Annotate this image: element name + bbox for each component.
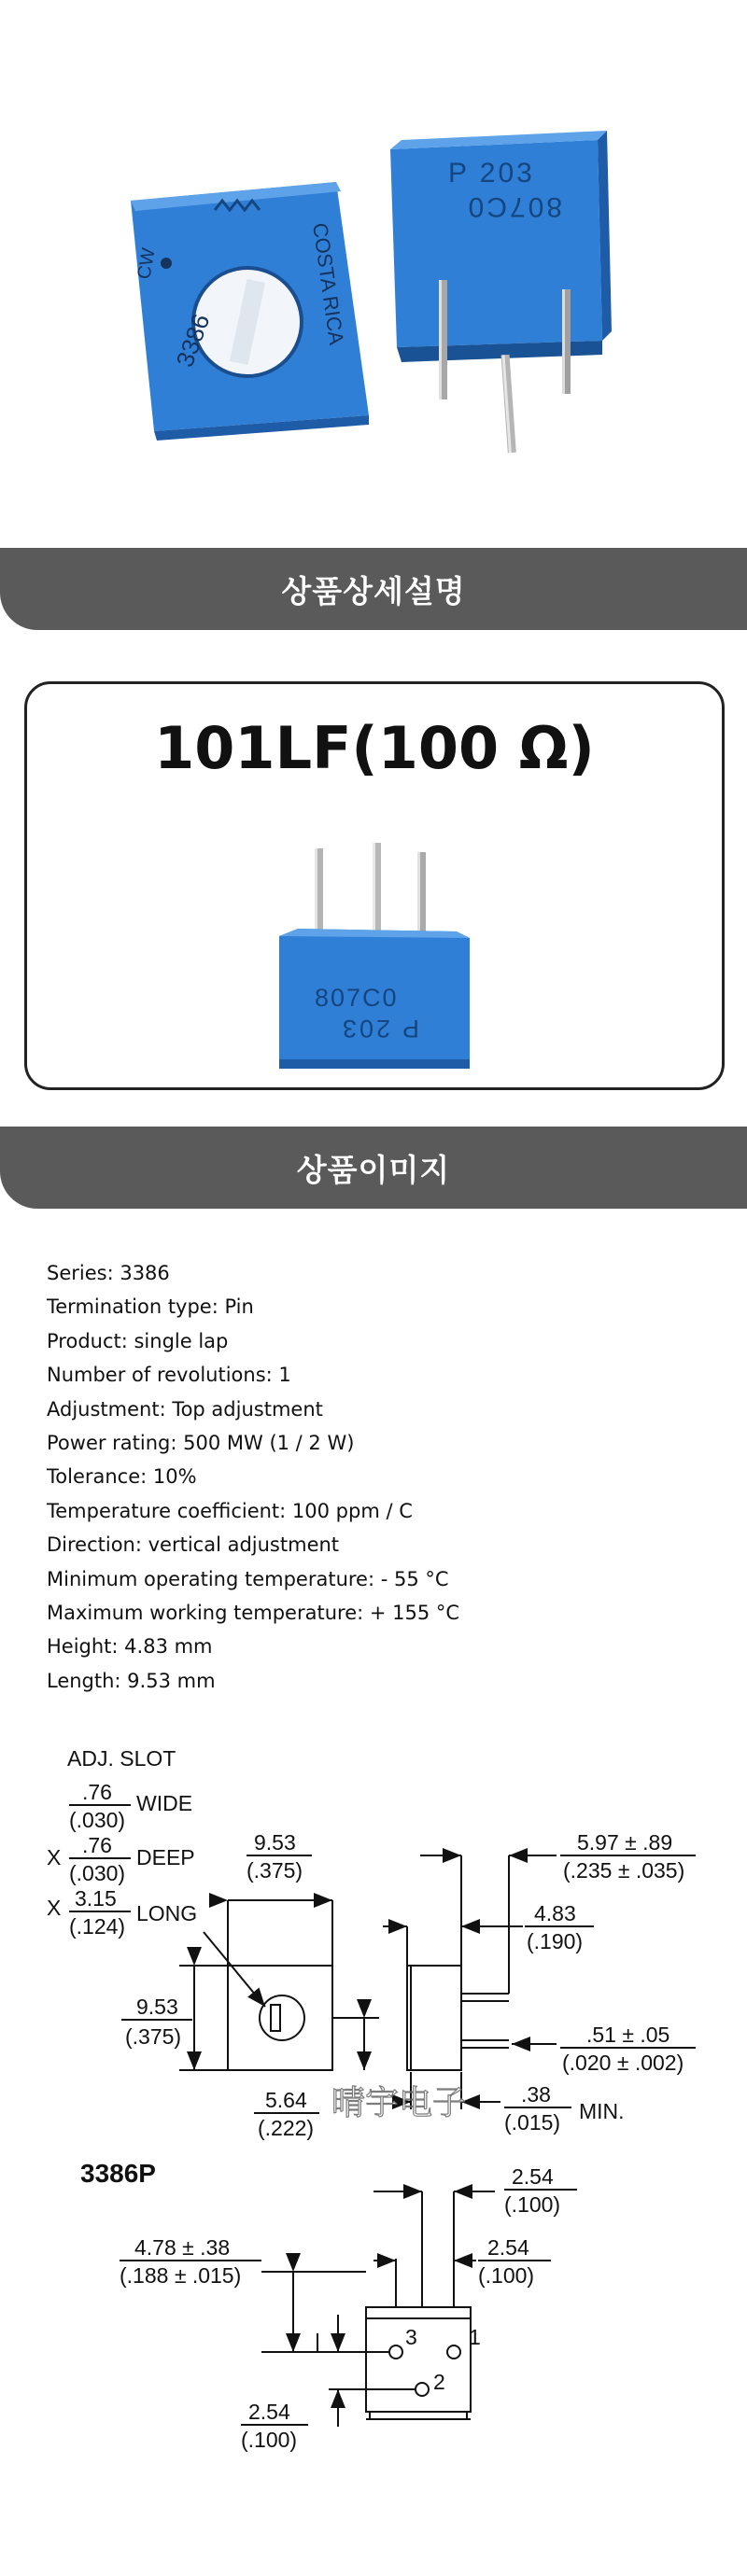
pin-value: .51 ± .05 bbox=[586, 2023, 670, 2047]
x-label-1: X bbox=[47, 1845, 62, 1869]
base-inch: (.222) bbox=[258, 2116, 315, 2140]
width-value: 9.53 bbox=[254, 1830, 296, 1855]
spec-item: Temperature coefficient: 100 ppm / C bbox=[47, 1499, 413, 1522]
adj-slot-label: ADJ. SLOT bbox=[67, 1746, 176, 1771]
cw-label: CW bbox=[134, 246, 160, 281]
card-photo bbox=[270, 843, 485, 1076]
side-text: COSTA RICA bbox=[308, 221, 349, 347]
banner-image-label: 상품이미지 bbox=[296, 1151, 451, 1188]
spec-item: Length: 9.53 mm bbox=[47, 1669, 216, 1692]
section-banner-image bbox=[0, 1127, 747, 1209]
spec-item: Power rating: 500 MW (1 / 2 W) bbox=[47, 1432, 355, 1455]
spec-item: Product: single lap bbox=[47, 1329, 229, 1352]
product-card bbox=[24, 681, 725, 1090]
d1-value: 5.97 ± .89 bbox=[577, 1830, 673, 1855]
potentiometer-side-view bbox=[390, 131, 612, 453]
min-label: MIN. bbox=[579, 2099, 625, 2123]
x-label-2: X bbox=[47, 1896, 62, 1920]
spec-list bbox=[47, 1256, 459, 1698]
spec-item: Height: 4.83 mm bbox=[47, 1635, 213, 1659]
spec-item: Direction: vertical adjustment bbox=[47, 1533, 340, 1557]
product-photo bbox=[0, 0, 747, 523]
spec-item: Maximum working temperature: + 155 °C bbox=[47, 1602, 460, 1625]
height-value: 9.53 bbox=[136, 1995, 178, 2019]
potentiometer-top-view bbox=[131, 182, 369, 441]
offset-inch: (.188 ± .015) bbox=[120, 2263, 242, 2288]
spec-item: Termination type: Pin bbox=[47, 1295, 254, 1319]
d1-inch: (.235 ± .035) bbox=[563, 1858, 685, 1883]
dial-text: 3386 bbox=[170, 310, 216, 371]
p1-value: 2.54 bbox=[512, 2164, 554, 2189]
long-label: LONG bbox=[136, 1901, 198, 1925]
p3-value: 2.54 bbox=[248, 2400, 290, 2424]
pin-1-label: 1 bbox=[469, 2325, 481, 2349]
p1-inch: (.100) bbox=[504, 2192, 561, 2217]
watermark: 晴宇电子 bbox=[331, 2083, 467, 2121]
model-label: 3386P bbox=[80, 2159, 156, 2188]
spec-item: Adjustment: Top adjustment bbox=[47, 1397, 323, 1421]
section-banner-detail bbox=[0, 548, 747, 630]
p2-value: 2.54 bbox=[487, 2235, 529, 2260]
spec-item: Series: 3386 bbox=[47, 1262, 170, 1284]
deep-value: .76 bbox=[82, 1833, 112, 1857]
dimension-drawing bbox=[0, 1736, 747, 2576]
spec-item: Tolerance: 10% bbox=[47, 1465, 197, 1489]
pin-3-label: 3 bbox=[405, 2325, 417, 2349]
photo-marking-b: 807C0 bbox=[465, 191, 562, 222]
d2-inch: (.190) bbox=[527, 1929, 584, 1953]
width-inch: (.375) bbox=[247, 1858, 303, 1883]
wide-inch: (.030) bbox=[69, 1808, 126, 1832]
min-value: .38 bbox=[521, 2082, 551, 2107]
pin-2-label: 2 bbox=[433, 2370, 445, 2394]
long-inch: (.124) bbox=[69, 1914, 126, 1939]
wide-value: .76 bbox=[82, 1780, 112, 1804]
spec-item: Minimum operating temperature: - 55 °C bbox=[47, 1567, 449, 1590]
long-value: 3.15 bbox=[75, 1886, 117, 1911]
banner-detail-label: 상품상세설명 bbox=[281, 572, 466, 609]
height-inch: (.375) bbox=[125, 2024, 182, 2049]
min-inch: (.015) bbox=[504, 2110, 561, 2135]
photo-marking-a: P 203 bbox=[448, 158, 535, 189]
pin-inch: (.020 ± .002) bbox=[562, 2051, 684, 2075]
deep-inch: (.030) bbox=[69, 1861, 126, 1885]
card-title: 101LF(100 Ω) bbox=[154, 714, 595, 782]
deep-label: DEEP bbox=[136, 1845, 195, 1869]
d2-value: 4.83 bbox=[534, 1901, 576, 1925]
footprint-body bbox=[366, 2307, 471, 2412]
p2-inch: (.100) bbox=[478, 2263, 535, 2288]
offset-value: 4.78 ± .38 bbox=[134, 2235, 231, 2260]
p3-inch: (.100) bbox=[241, 2428, 298, 2452]
wide-label: WIDE bbox=[136, 1791, 193, 1815]
card-marking-line1: 807C0 bbox=[315, 984, 399, 1012]
base-value: 5.64 bbox=[265, 2088, 307, 2112]
card-marking-line2: P 203 bbox=[339, 1015, 419, 1043]
spec-item: Number of revolutions: 1 bbox=[47, 1364, 291, 1387]
side-view-body bbox=[407, 1966, 461, 2070]
